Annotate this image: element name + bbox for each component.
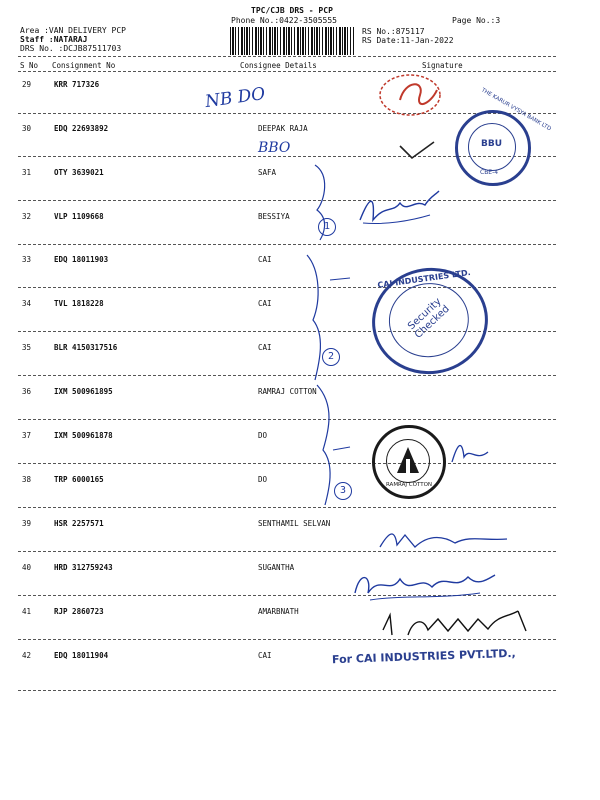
bank-stamp-bottom: CBE-4 bbox=[480, 169, 499, 176]
row-consignee: SENTHAMIL SELVAN bbox=[258, 519, 331, 528]
row-divider bbox=[18, 244, 556, 245]
ramraj-stamp bbox=[372, 425, 446, 499]
col-consignee: Consignee Details bbox=[240, 61, 317, 70]
row-consignee: SAFA bbox=[258, 168, 277, 177]
handwritten-note-bbo: BBO bbox=[258, 140, 291, 156]
document-title: TPC/CJB DRS - PCP bbox=[251, 6, 333, 15]
row-consignment: HSR 2257571 bbox=[54, 519, 104, 528]
row-sno: 35 bbox=[22, 343, 32, 352]
row-divider bbox=[18, 507, 556, 508]
row-sno: 41 bbox=[22, 607, 32, 616]
header-rule-bottom bbox=[18, 71, 556, 72]
col-signature: Signature bbox=[422, 61, 463, 70]
row-divider bbox=[18, 375, 556, 376]
row-consignment: IXM 500961895 bbox=[54, 387, 113, 396]
row-consignee: CAI bbox=[258, 299, 272, 308]
row-consignment: IXM 500961878 bbox=[54, 431, 113, 440]
row-consignment: EDQ 18011903 bbox=[54, 255, 109, 264]
signature-row-37 bbox=[448, 432, 493, 472]
security-stamp bbox=[365, 260, 495, 381]
row-divider bbox=[18, 419, 556, 420]
row-sno: 32 bbox=[22, 212, 32, 221]
row-sno: 36 bbox=[22, 387, 32, 396]
row-consignee: RAMRAJ COTTON bbox=[258, 387, 317, 396]
circled-number-1: 1 bbox=[318, 218, 336, 236]
row-consignment: RJP 2860723 bbox=[54, 607, 104, 616]
row-consignment: HRD 312759243 bbox=[54, 563, 113, 572]
row-sno: 34 bbox=[22, 299, 32, 308]
signature-row-40 bbox=[350, 565, 500, 605]
page-number: Page No.:3 bbox=[452, 16, 501, 25]
row-consignment: KRR 717326 bbox=[54, 80, 100, 89]
bank-stamp bbox=[455, 87, 552, 186]
ramraj-stamp-ring: RAMRAJ COTTON bbox=[385, 482, 433, 488]
row-consignment: VLP 1109668 bbox=[54, 212, 104, 221]
handwritten-note-nb-do: NB DO bbox=[203, 83, 267, 113]
row-consignee: DEEPAK RAJA bbox=[258, 124, 308, 133]
row-sno: 33 bbox=[22, 255, 32, 264]
row-sno: 42 bbox=[22, 651, 32, 660]
phone-number: Phone No.:0422-3505555 bbox=[231, 16, 337, 25]
row-sno: 37 bbox=[22, 431, 32, 440]
row-consignee: SUGANTHA bbox=[258, 563, 295, 572]
row-consignee: BESSIYA bbox=[258, 212, 290, 221]
circled-number-3: 3 bbox=[334, 482, 352, 500]
row-sno: 39 bbox=[22, 519, 32, 528]
row-consignment: OTY 3639021 bbox=[54, 168, 104, 177]
row-consignee: CAI bbox=[258, 651, 272, 660]
checkmark-icon bbox=[398, 138, 438, 163]
row-consignee: DO bbox=[258, 475, 268, 484]
bank-stamp-center: BBU bbox=[481, 139, 503, 149]
circled-number-2: 2 bbox=[322, 348, 340, 366]
signature-row-32 bbox=[355, 185, 445, 230]
row-consignment: BLR 4150317516 bbox=[54, 343, 118, 352]
security-stamp-ring: CAI INDUSTRIES LTD. bbox=[376, 267, 472, 290]
row-consignment: TRP 6000165 bbox=[54, 475, 104, 484]
company-stamp-footer: For CAI INDUSTRIES PVT.LTD., bbox=[331, 646, 516, 667]
row-sno: 29 bbox=[22, 80, 32, 89]
row-consignment: TVL 1818228 bbox=[54, 299, 104, 308]
row-divider bbox=[18, 200, 556, 201]
signature-scribble-red bbox=[375, 70, 455, 120]
row-consignment: EDQ 22693892 bbox=[54, 124, 109, 133]
signature-row-39 bbox=[375, 525, 515, 555]
barcode bbox=[230, 27, 354, 55]
signature-row-41 bbox=[378, 605, 538, 645]
drs-number: DRS No. :DCJB87511703 bbox=[20, 44, 122, 53]
row-consignee: DO bbox=[258, 431, 268, 440]
bank-stamp-ring: THE KARUR VYSYA BANK LTD bbox=[480, 87, 552, 133]
row-sno: 30 bbox=[22, 124, 32, 133]
row-divider bbox=[18, 690, 556, 691]
rs-number: RS No.:875117 bbox=[362, 27, 425, 36]
row-sno: 38 bbox=[22, 475, 32, 484]
rs-date: RS Date:11-Jan-2022 bbox=[362, 36, 454, 45]
row-sno: 31 bbox=[22, 168, 32, 177]
row-consignment: EDQ 18011904 bbox=[54, 651, 109, 660]
ramraj-logo-icon bbox=[395, 445, 421, 475]
col-consignment: Consignment No bbox=[52, 61, 116, 70]
area-label: Area :VAN DELIVERY PCP bbox=[20, 26, 126, 35]
row-consignee: CAI bbox=[258, 343, 272, 352]
col-sno: S No bbox=[20, 61, 39, 70]
row-sno: 40 bbox=[22, 563, 32, 572]
security-stamp-center: Security Checked bbox=[406, 296, 452, 341]
row-consignee: AMARBNATH bbox=[258, 607, 299, 616]
staff-label: Staff :NATARAJ bbox=[20, 35, 88, 44]
row-consignee: CAI bbox=[258, 255, 272, 264]
header-rule bbox=[18, 56, 556, 57]
